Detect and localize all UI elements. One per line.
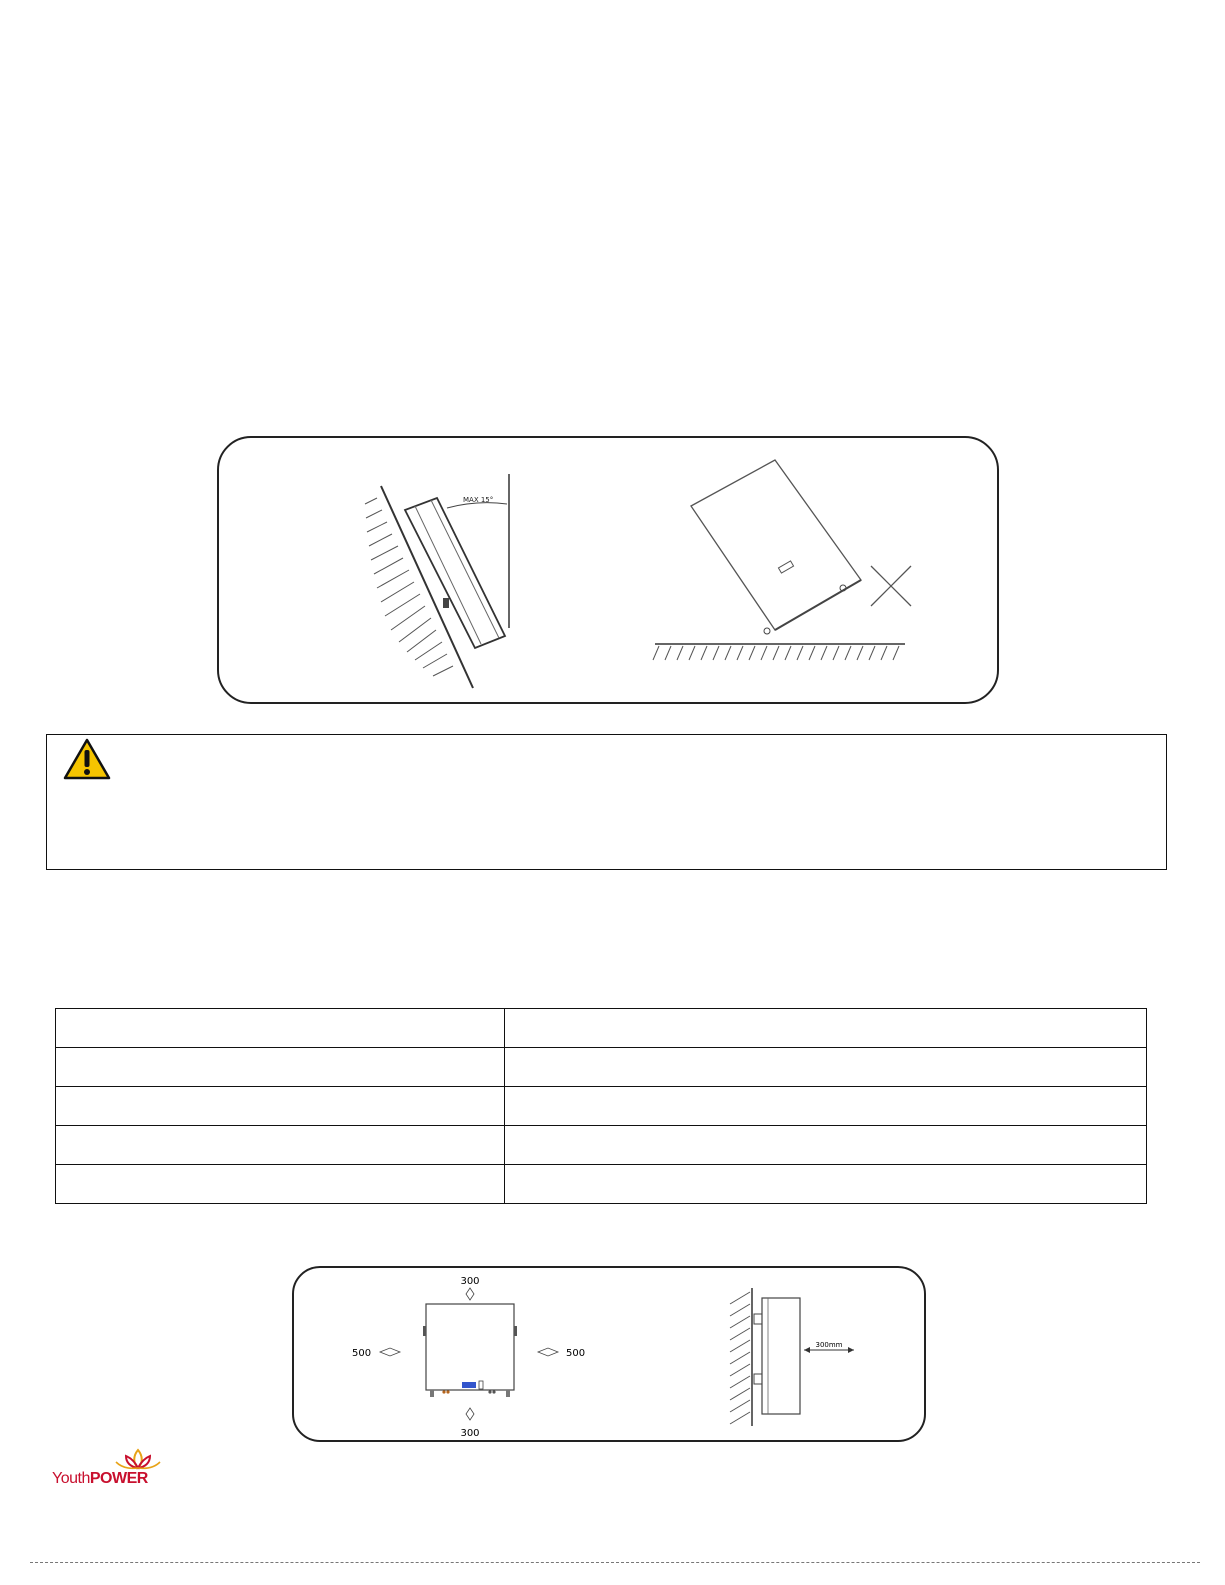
- table-row: [56, 1048, 1147, 1087]
- incorrect-x-mark: [871, 566, 911, 606]
- table-cell: [56, 1087, 505, 1126]
- youthpower-logo: [52, 1446, 192, 1492]
- side-view-drawing: [730, 1288, 854, 1426]
- clearance-left-label: 500: [352, 1348, 372, 1359]
- front-view-drawing: [352, 1276, 585, 1439]
- clearance-illustration: [294, 1268, 924, 1440]
- table-cell: [505, 1048, 1147, 1087]
- table-cell: [505, 1126, 1147, 1165]
- logo-youth: Youth: [52, 1470, 90, 1487]
- incorrect-mount-drawing: [653, 460, 911, 660]
- clearance-right-label: 500: [566, 1348, 586, 1359]
- table-row: [56, 1087, 1147, 1126]
- mounting-angle-figure: [217, 436, 999, 704]
- footer-divider: [30, 1562, 1200, 1563]
- table-cell: [56, 1165, 505, 1204]
- table-cell: [505, 1009, 1147, 1048]
- mounting-angle-illustration: [219, 438, 997, 702]
- table-cell: [505, 1087, 1147, 1126]
- table-row: [56, 1165, 1147, 1204]
- table-cell: [56, 1048, 505, 1087]
- table-row: [56, 1126, 1147, 1165]
- clearance-figure: [292, 1266, 926, 1442]
- clearance-bottom-label: 300: [460, 1428, 480, 1439]
- clearance-top-label: 300: [460, 1276, 480, 1287]
- table-row: [56, 1009, 1147, 1048]
- table-cell: [56, 1009, 505, 1048]
- lotus-logo-icon: [108, 1446, 168, 1472]
- spec-table: [55, 1008, 1147, 1204]
- max-angle-label: MAX 15°: [463, 496, 494, 504]
- front-distance-label: 300mm: [815, 1341, 843, 1349]
- table-cell: [505, 1165, 1147, 1204]
- warning-box: [46, 734, 1167, 870]
- warning-triangle-icon: [63, 737, 111, 781]
- logo-wordmark: [52, 1470, 148, 1488]
- correct-mount-drawing: [365, 474, 509, 688]
- table-cell: [56, 1126, 505, 1165]
- logo-power: POWER: [89, 1470, 148, 1487]
